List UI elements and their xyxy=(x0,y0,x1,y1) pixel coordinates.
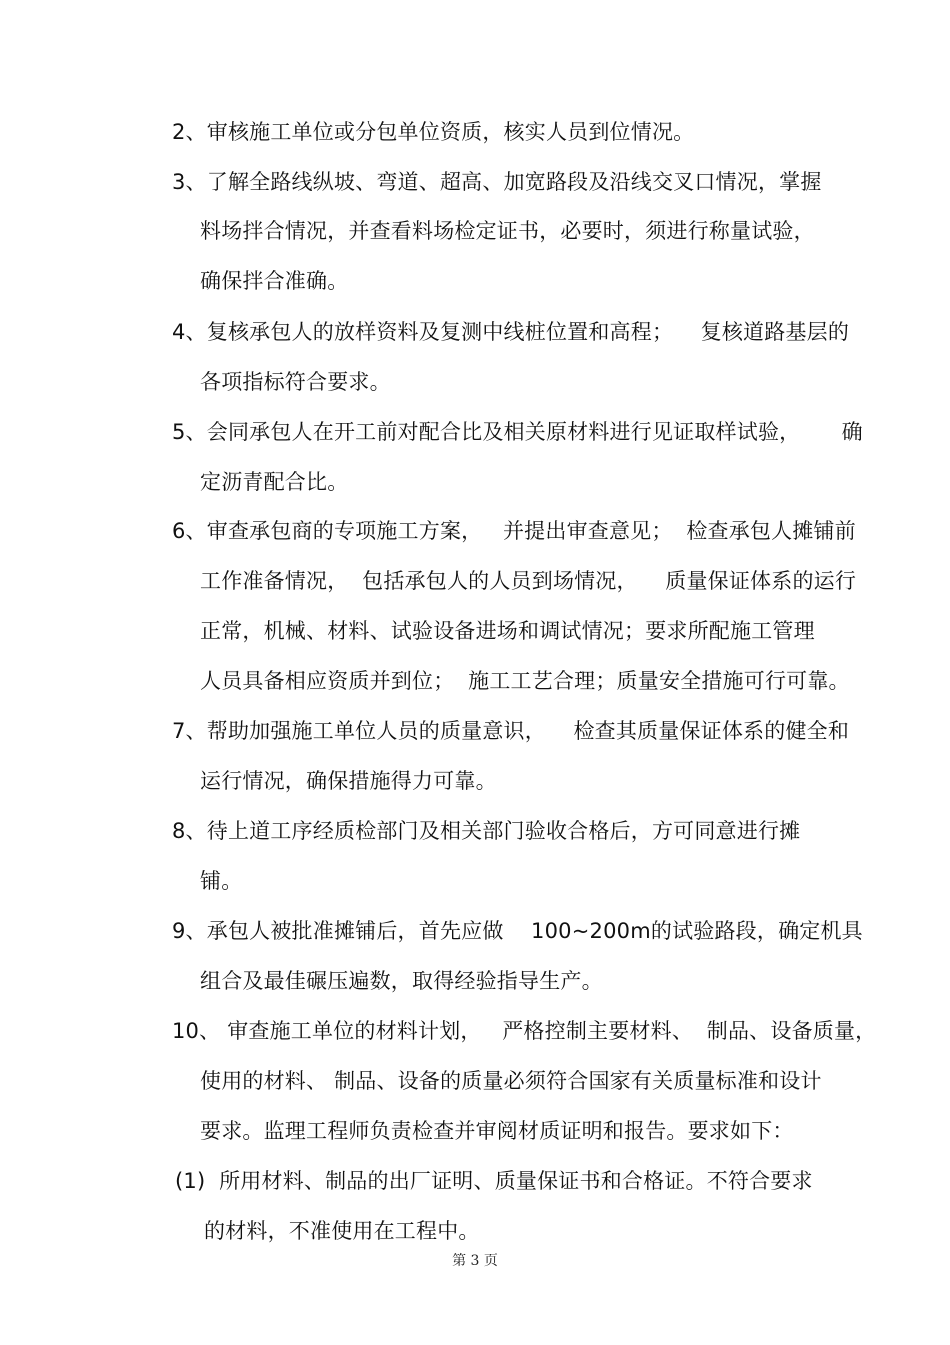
subitem-1-line-1: (1) 所用材料、制品的出厂证明、质量保证书和合格证。不符合要求 xyxy=(175,1169,813,1193)
item-4-line-2: 各项指标符合要求。 xyxy=(200,370,391,394)
item-6-line-3: 正常，机械、材料、试验设备进场和调试情况；要求所配施工管理 xyxy=(200,619,815,643)
item-6-line-4: 人员具备相应资质并到位； 施工工艺合理；质量安全措施可行可靠。 xyxy=(200,669,850,693)
item-7-line-1: 7、帮助加强施工单位人员的质量意识， 检查其质量保证体系的健全和 xyxy=(172,719,850,743)
item-10-line-1: 10、 审查施工单位的材料计划， 严格控制主要材料、 制品、设备质量， xyxy=(172,1019,877,1043)
item-2-line-1: 2、审核施工单位或分包单位资质，核实人员到位情况。 xyxy=(172,120,695,144)
item-3-line-3: 确保拌合准确。 xyxy=(200,269,349,293)
item-8-line-2: 铺。 xyxy=(200,869,243,893)
item-5-line-2: 定沥青配合比。 xyxy=(200,470,349,494)
item-9-line-1: 9、承包人被批准摊铺后，首先应做 100~200m的试验路段，确定机具 xyxy=(172,919,863,943)
item-7-line-2: 运行情况，确保措施得力可靠。 xyxy=(200,769,497,793)
item-3-line-2: 料场拌合情况，并查看料场检定证书，必要时，须进行称量试验， xyxy=(200,219,815,243)
item-10-line-3: 要求。监理工程师负责检查并审阅材质证明和报告。要求如下： xyxy=(200,1119,794,1143)
item-6-line-1: 6、审查承包商的专项施工方案， 并提出审查意见； 检查承包人摊铺前 xyxy=(172,519,856,543)
item-3-line-1: 3、了解全路线纵坡、弯道、超高、加宽路段及沿线交叉口情况，掌握 xyxy=(172,170,822,194)
page-footer: 第 3 页 xyxy=(452,1253,498,1269)
item-5-line-1: 5、会同承包人在开工前对配合比及相关原材料进行见证取样试验， 确 xyxy=(172,420,863,444)
item-8-line-1: 8、待上道工序经质检部门及相关部门验收合格后，方可同意进行摊 xyxy=(172,819,801,843)
item-10-line-2: 使用的材料、 制品、设备的质量必须符合国家有关质量标准和设计 xyxy=(200,1069,822,1093)
subitem-1-line-2: 的材料，不准使用在工程中。 xyxy=(204,1219,480,1243)
item-9-line-2: 组合及最佳碾压遍数，取得经验指导生产。 xyxy=(200,969,603,993)
item-6-line-2: 工作准备情况， 包括承包人的人员到场情况， 质量保证体系的运行 xyxy=(200,569,857,593)
item-4-line-1: 4、复核承包人的放样资料及复测中线桩位置和高程； 复核道路基层的 xyxy=(172,320,850,344)
